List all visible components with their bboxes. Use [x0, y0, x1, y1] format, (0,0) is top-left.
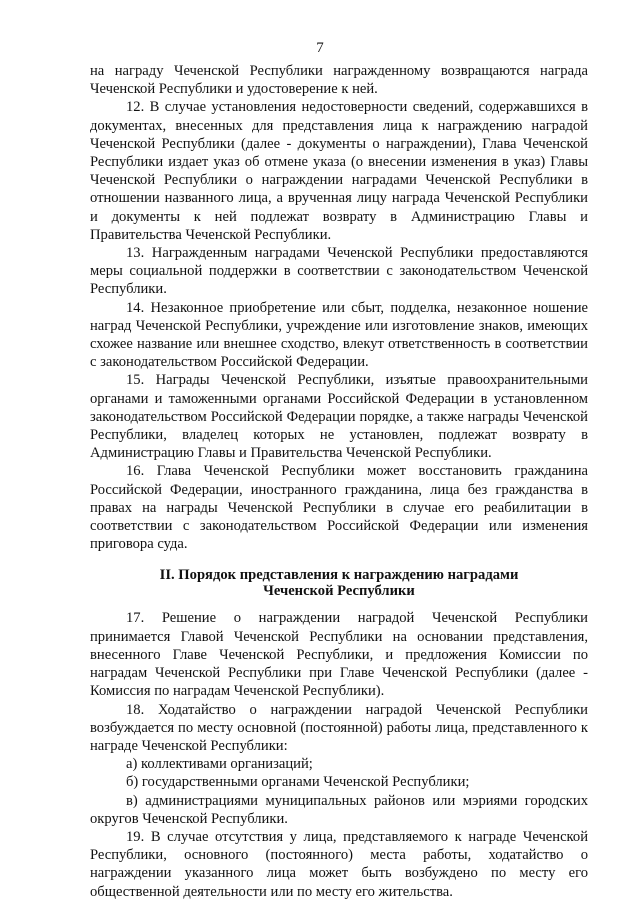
- section-heading: [90, 567, 588, 599]
- paragraph-continuation: на награду Чеченской Республики награжденному возвращаются награда Чеченской Республики и удостоверение к ней.: [90, 63, 588, 98]
- paragraph-16: 16. Глава Чеченской Республики может восстановить гражданина Российской Федерации, иностранного гражданина, лица без гражданства в правах на награды Чеченской Республики в случае его реабилитации в соответствии с законодательством Российской Федерации или изменения приговора суда.: [90, 463, 588, 553]
- paragraph-17: 17. Решение о награждении наградой Чеченской Республики принимается Главой Чеченской Республики на основании представления, внесенного Главе Чеченской Республики, и предложения Комиссии по наградам Чеченской Республики при Главе Чеченской Республики (далее - Комиссия по наградам Чеченской Республики).: [90, 610, 588, 700]
- paragraph-18: 18. Ходатайство о награждении наградой Чеченской Республики возбуждается по месту основной (постоянной) работы лица, представленного к награде Чеченской Республики:: [90, 701, 588, 754]
- list-item-b: б) государственными органами Чеченской Республики;: [126, 774, 470, 791]
- paragraph-15: 15. Награды Чеченской Республики, изъятые правоохранительными органами и таможенными органами Российской Федерации в установленном законодательством Российской Федерации порядке, а также награды Чеченской Республики, владелец которых не установлен, подлежат возврату в Администрацию Главы и Правительства Чеченской Республики.: [90, 372, 588, 462]
- section-heading-line-2: Чеченской Республики: [263, 583, 415, 600]
- paragraph-12: 12. В случае установления недостоверности сведений, содержавшихся в документах, внесенных для представления лица к награждению наградой Чеченской Республики (далее - документы о награждении), Глава Чеченской Республики издает указ об отмене указа (о внесении изменения в указ) Главы Чеченской Республики о награждении наградами Чеченской Республики в отношении названного лица, а врученная лицу награда Чеченской Республики и документы к ней подлежат возврату в Администрацию Главы и Правительства Чеченской Республики.: [90, 99, 588, 243]
- paragraph-13: 13. Награжденным наградами Чеченской Республики предоставляются меры социальной поддержки в соответствии с законодательством Чеченской Республики.: [90, 245, 588, 298]
- section-heading-line-1: II. Порядок представления к награждению наградами: [159, 567, 519, 584]
- list-item-c: в) администрациями муниципальных районов или мэриями городских округов Чеченской Республики.: [90, 792, 588, 827]
- list-item-a: а) коллективами организаций;: [126, 756, 313, 773]
- paragraph-14: 14. Незаконное приобретение или сбыт, подделка, незаконное ношение наград Чеченской Республики, учреждение или изготовление знаков, имеющих схожее название или внешнее сходство, влекут ответственность в соответствии с законодательством Российской Федерации.: [90, 299, 588, 371]
- page-number: 7: [316, 40, 324, 56]
- paragraph-19: 19. В случае отсутствия у лица, представляемого к награде Чеченской Республики, основного (постоянного) места работы, ходатайство о награждении указанного лица может быть возбуждено по месту его общественной деятельности или по месту его жительства.: [90, 828, 588, 900]
- document-body: [90, 62, 588, 901]
